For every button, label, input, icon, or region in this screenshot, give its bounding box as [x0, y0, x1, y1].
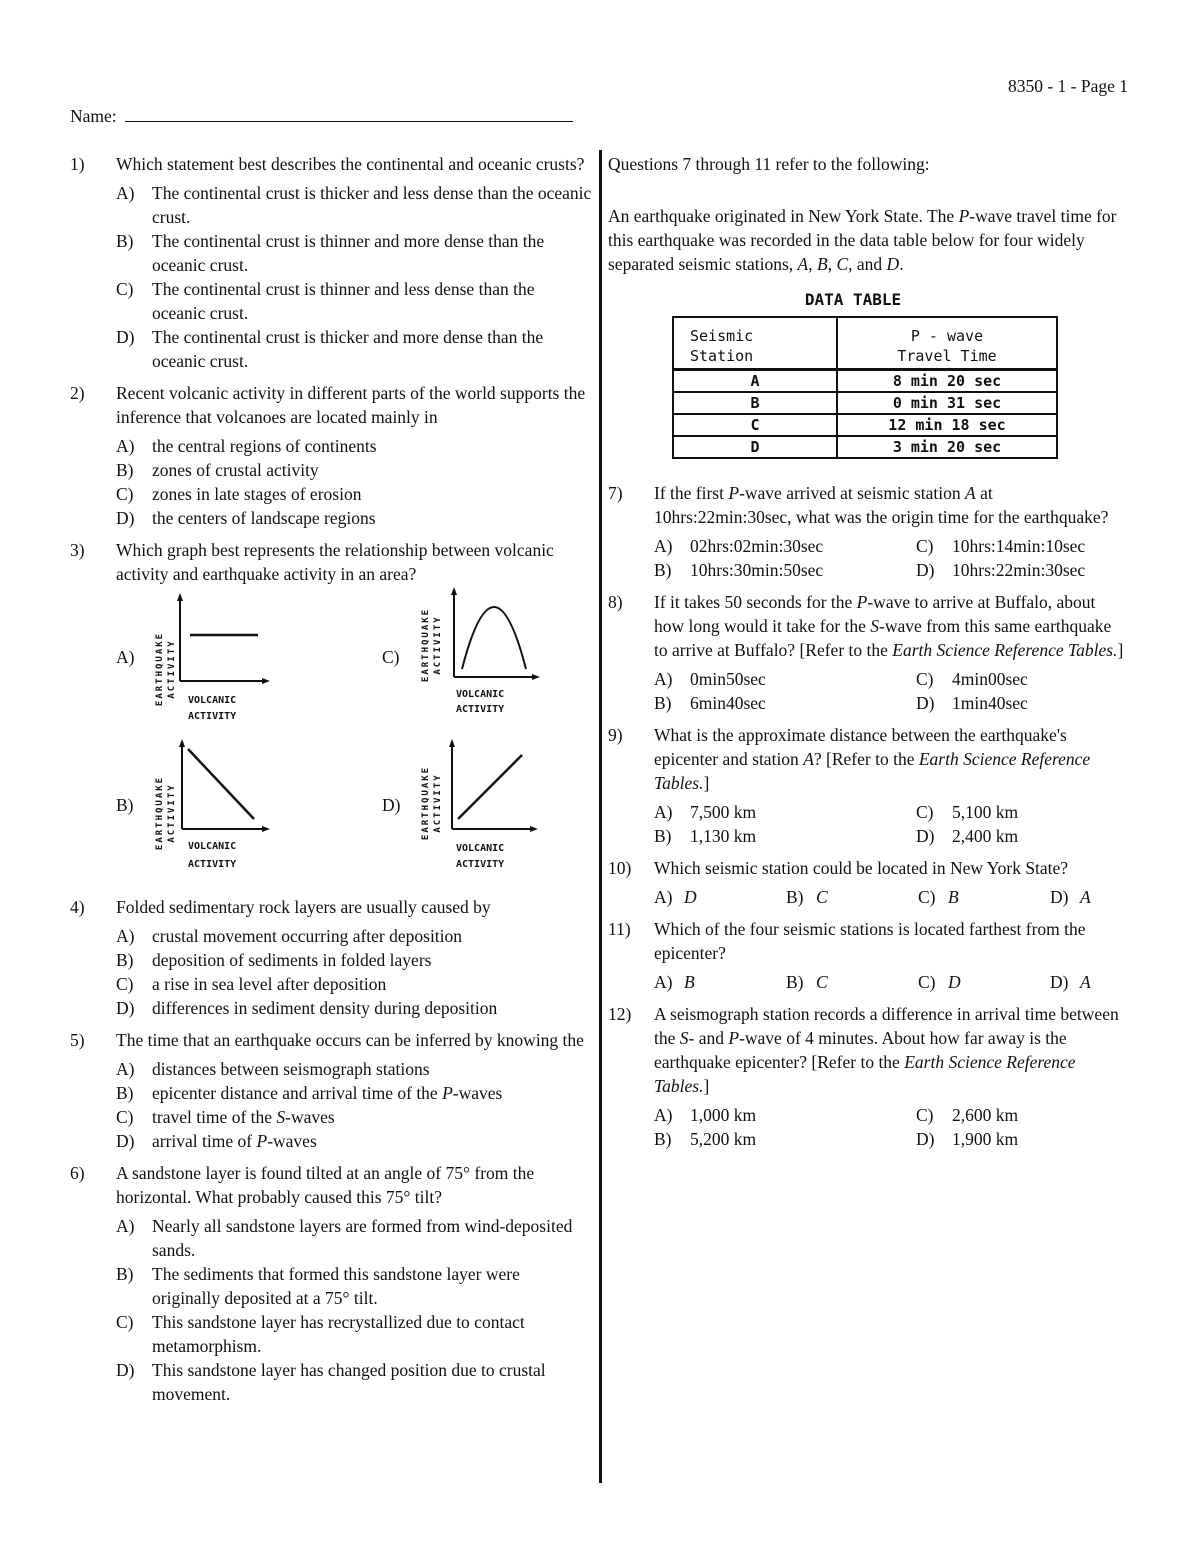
answer-option[interactable]: A) The continental crust is thicker and less dense than the oceanic crust. [116, 183, 592, 227]
question-stem: Which graph best represents the relationship between volcanic activity and earthquake activity in an area? [116, 540, 554, 584]
answer-option[interactable]: D) 2,400 km [916, 826, 1019, 846]
question-stem: Which statement best describes the continental and oceanic crusts? [116, 154, 585, 174]
question-number: 3) [70, 540, 85, 560]
answer-option[interactable]: A) crustal movement occurring after deposition [116, 926, 463, 946]
answer-option[interactable]: B) 1,130 km [654, 826, 757, 846]
question-stem: Which of the four seismic stations is located farthest from the epicenter? [654, 919, 1086, 963]
question-stem: A seismograph station records a difference in arrival time between the S- and P-wave of 4 minutes. About how far away is the earthquake epicenter? [Refer to the Earth Science Reference Tables.] [654, 1004, 1119, 1096]
answer-option[interactable]: C) 2,600 km [916, 1105, 1019, 1125]
data-table-title: DATA TABLE [804, 290, 902, 309]
answer-option[interactable]: D) A [1050, 972, 1091, 992]
table-row: A 8 min 20 sec [673, 370, 1057, 393]
left-column [70, 152, 592, 1414]
answer-option[interactable]: B) 6min40sec [654, 693, 766, 713]
question-5 [70, 1028, 592, 1153]
answer-option[interactable]: C) a rise in sea level after deposition [116, 974, 387, 994]
answer-option[interactable]: A) 1,000 km [654, 1105, 757, 1125]
answer-option[interactable]: A) 7,500 km [654, 802, 757, 822]
graph-b-letter[interactable]: B) [116, 795, 134, 815]
question-number: 10) [608, 858, 632, 878]
answer-option[interactable]: B) epicenter distance and arrival time of the P-waves [116, 1083, 503, 1103]
question-2 [70, 381, 592, 530]
question-8 [608, 590, 1128, 715]
answer-option[interactable]: B) 10hrs:30min:50sec [654, 560, 824, 580]
answer-option[interactable]: C) zones in late stages of erosion [116, 484, 362, 504]
svg-text:VOLCANIC: VOLCANIC [456, 689, 505, 700]
passage-intro: Questions 7 through 11 refer to the following: [608, 154, 930, 174]
answer-option[interactable]: C) travel time of the S-waves [116, 1107, 335, 1127]
name-label: Name: [70, 106, 117, 126]
data-table [672, 316, 1058, 459]
question-stem: A sandstone layer is found tilted at an angle of 75° from the horizontal. What probably caused this 75° tilt? [116, 1163, 535, 1207]
name-row [70, 104, 573, 128]
svg-text:ACTIVITY: ACTIVITY [188, 711, 237, 721]
svg-text:ACTIVITY: ACTIVITY [433, 615, 443, 675]
question-stem: Which seismic station could be located in New York State? [654, 858, 1069, 878]
svg-text:VOLCANIC: VOLCANIC [188, 695, 237, 706]
answer-option[interactable]: B) deposition of sediments in folded layers [116, 950, 432, 970]
answer-option[interactable]: A) 02hrs:02min:30sec [654, 536, 824, 556]
svg-text:ACTIVITY: ACTIVITY [456, 704, 505, 715]
answer-option[interactable]: B) zones of crustal activity [116, 460, 319, 480]
column-divider [599, 150, 602, 1483]
question-number: 6) [70, 1163, 85, 1183]
answer-option[interactable]: C) 10hrs:14min:10sec [916, 536, 1086, 556]
question-11 [608, 917, 1128, 994]
question-number: 5) [70, 1030, 85, 1050]
answer-option[interactable]: B) C [786, 972, 828, 992]
svg-text:ACTIVITY: ACTIVITY [167, 783, 177, 843]
question-number: 12) [608, 1004, 632, 1024]
svg-text:ACTIVITY: ACTIVITY [188, 859, 237, 870]
graph-d-increasing-line[interactable] [416, 737, 546, 871]
question-7 [608, 481, 1128, 582]
question-4 [70, 895, 592, 1020]
answer-option[interactable]: C) This sandstone layer has recrystallized due to contact metamorphism. [116, 1312, 525, 1356]
graph-c-letter[interactable]: C) [382, 647, 400, 667]
answer-option[interactable]: B) The continental crust is thinner and more dense than the oceanic crust. [116, 231, 545, 275]
answer-option[interactable]: C) D [918, 972, 961, 992]
question-number: 8) [608, 592, 623, 612]
answer-option[interactable]: D) the centers of landscape regions [116, 508, 376, 528]
question-stem: The time that an earthquake occurs can be inferred by knowing the [116, 1030, 584, 1050]
svg-text:ACTIVITY: ACTIVITY [456, 859, 505, 870]
header-travel-time: P - wave Travel Time [837, 317, 1057, 370]
name-blank-line [125, 105, 573, 122]
table-row: D 3 min 20 sec [673, 436, 1057, 458]
page-number: 8350 - 1 - Page 1 [1007, 76, 1128, 96]
svg-text:ACTIVITY: ACTIVITY [167, 639, 177, 699]
svg-text:EARTHQUAKE: EARTHQUAKE [421, 607, 431, 683]
answer-option[interactable]: D) The continental crust is thicker and more dense than the oceanic crust. [116, 327, 544, 371]
graph-options [116, 591, 592, 887]
answer-option[interactable]: B) 5,200 km [654, 1129, 757, 1149]
answer-option[interactable]: A) the central regions of continents [116, 436, 377, 456]
question-3 [70, 538, 592, 887]
svg-text:VOLCANIC: VOLCANIC [188, 841, 237, 852]
question-12 [608, 1002, 1128, 1151]
passage-text: An earthquake originated in New York State. The P-wave travel time for this earthquake was recorded in the data table below for four widely separated seismic stations, A, B, C, and D. [608, 206, 1117, 274]
question-stem: What is the approximate distance between the earthquake's epicenter and station A? [Refer to the Earth Science Reference Tables.] [654, 725, 1091, 793]
svg-text:ACTIVITY: ACTIVITY [433, 773, 443, 833]
answer-option[interactable]: C) The continental crust is thinner and less dense than the oceanic crust. [116, 279, 535, 323]
answer-option[interactable]: D) differences in sediment density during deposition [116, 998, 498, 1018]
answer-option[interactable]: D) arrival time of P-waves [116, 1131, 317, 1151]
question-6 [70, 1161, 592, 1406]
svg-text:EARTHQUAKE: EARTHQUAKE [421, 765, 431, 841]
svg-text:EARTHQUAKE: EARTHQUAKE [155, 631, 165, 707]
svg-text:VOLCANIC: VOLCANIC [456, 843, 505, 854]
answer-option[interactable]: A) distances between seismograph stations [116, 1059, 430, 1079]
graph-a-flat-line[interactable] [150, 591, 280, 721]
answer-option[interactable]: D) 10hrs:22min:30sec [916, 560, 1086, 580]
svg-text:EARTHQUAKE: EARTHQUAKE [155, 775, 165, 851]
question-number: 1) [70, 154, 85, 174]
table-row: B 0 min 31 sec [673, 392, 1057, 414]
answer-option[interactable]: D) This sandstone layer has changed position due to crustal movement. [116, 1360, 546, 1404]
question-1 [70, 152, 592, 373]
answer-option[interactable]: A) 0min50sec [654, 669, 766, 689]
graph-b-decreasing-line[interactable] [150, 737, 280, 871]
question-10 [608, 856, 1128, 909]
question-stem: Folded sedimentary rock layers are usually caused by [116, 897, 491, 917]
question-9 [608, 723, 1128, 848]
graph-a-letter[interactable]: A) [116, 647, 135, 667]
answer-option[interactable]: A) D [654, 887, 697, 907]
answer-option[interactable]: C) B [918, 887, 959, 907]
right-column [608, 152, 1128, 1159]
question-number: 7) [608, 483, 623, 503]
graph-d-letter[interactable]: D) [382, 795, 401, 815]
answer-option[interactable]: A) B [654, 972, 695, 992]
question-stem: Recent volcanic activity in different parts of the world supports the inference that volcanoes are located mainly in [116, 383, 586, 427]
answer-option[interactable]: C) 4min00sec [916, 669, 1028, 689]
answer-option[interactable]: A) Nearly all sandstone layers are formed from wind-deposited sands. [116, 1216, 573, 1260]
answer-option[interactable]: D) A [1050, 887, 1091, 907]
answer-option[interactable]: C) 5,100 km [916, 802, 1019, 822]
question-number: 9) [608, 725, 623, 745]
question-stem: If it takes 50 seconds for the P-wave to arrive at Buffalo, about how long would it take for the S-wave from this same earthquake to arrive at Buffalo? [Refer to the Earth Science Reference Tables.] [654, 592, 1124, 660]
question-stem: If the first P-wave arrived at seismic station A at 10hrs:22min:30sec, what was the origin time for the earthquake? [654, 483, 1109, 527]
answer-option[interactable]: B) C [786, 887, 828, 907]
question-number: 11) [608, 919, 631, 939]
question-number: 4) [70, 897, 85, 917]
header-seismic-station: Seismic Station [673, 317, 837, 370]
question-number: 2) [70, 383, 85, 403]
table-row: C 12 min 18 sec [673, 414, 1057, 436]
answer-option[interactable]: D) 1,900 km [916, 1129, 1019, 1149]
answer-option[interactable]: B) The sediments that formed this sandstone layer were originally deposited at a 75° tilt. [116, 1264, 520, 1308]
answer-option[interactable]: D) 1min40sec [916, 693, 1028, 713]
graph-c-curve[interactable] [416, 585, 546, 715]
